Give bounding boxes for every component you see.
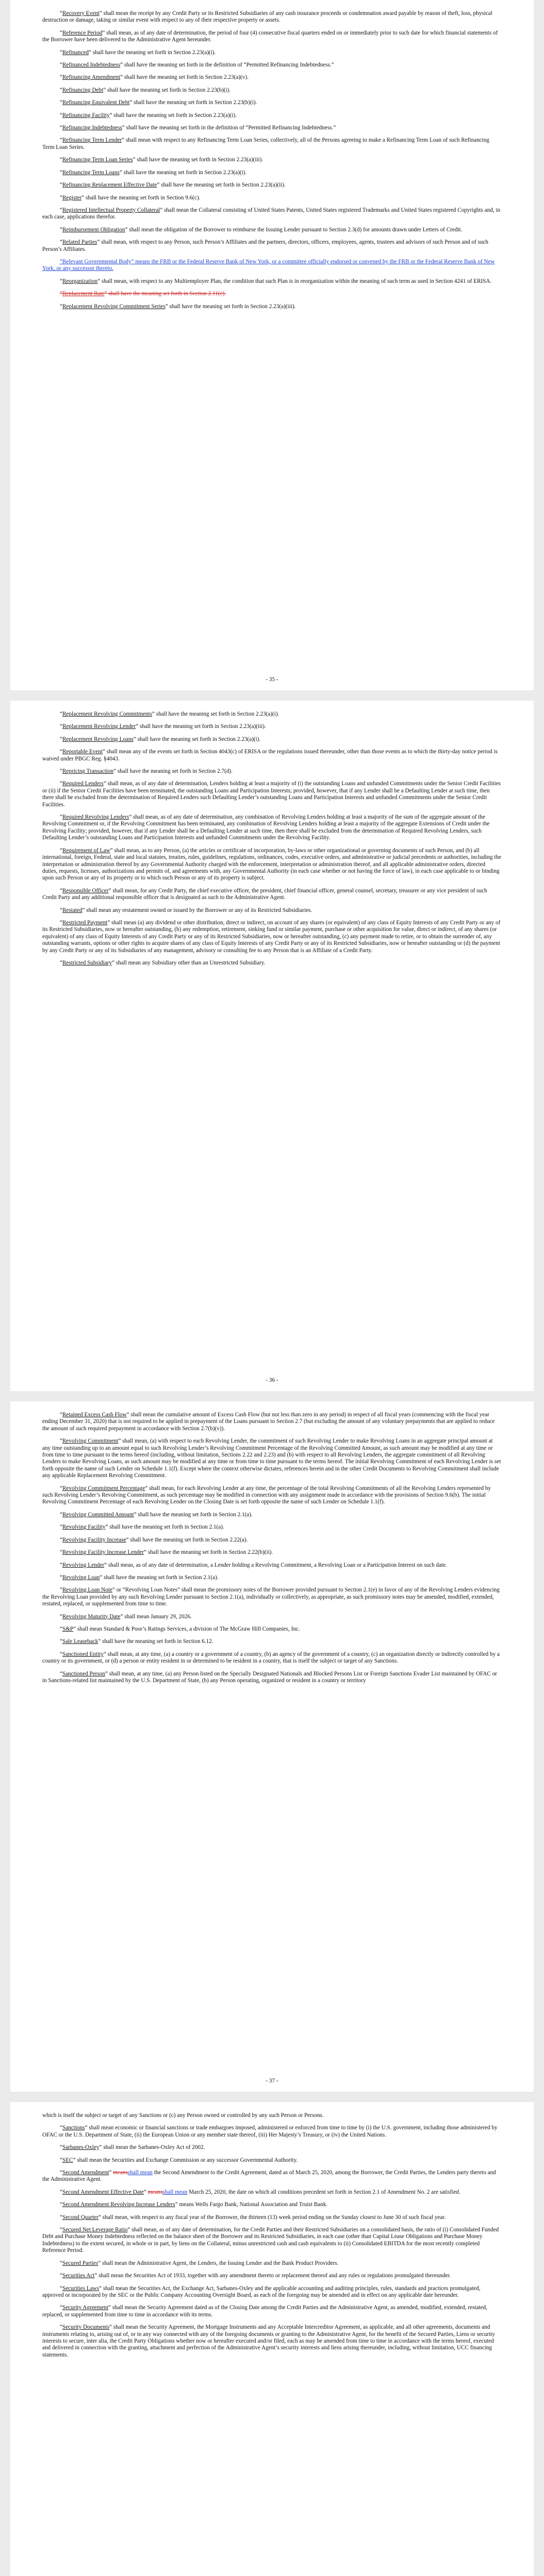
definition-text: means the FRB or the Federal Reserve Bank of New York, or a committee officially endorsed or convened by the FRB or the Federal Reserve Bank of New York, or any successor thereto. xyxy=(42,258,495,272)
defined-term: Reorganization xyxy=(62,278,98,284)
defined-term: Sanctioned Person xyxy=(62,1670,105,1677)
definition-text: shall mean, for any Credit Party, the chief executive officer, the president, chief financial officer, general counsel, secretary, treasurer or any vice president of such Credit Party and any additional responsible officer that is designated as such to the Administrative Agent. xyxy=(42,887,487,901)
definition-text: shall mean, as to any Person, (a) the articles or certificate of incorporation, by-laws or other organizational or governing documents of such Person, and (b) all international, foreign, Federal, state and local statutes, treaties, rules, guidelines, regulations, ordinances, codes, executive orders, and administrative or judicial precedents or authorities, including the interpretation or administration thereof by any Governmental Authority charged with the enforcement, interpretation or administration thereof, and all applicable administrative orders, directed duties, requests, licenses, authorizations and permits of, and agreements with, any Governmental Authority (in each case whether or not having the force of law), in each case applicable to or binding upon such Person or any of its property or to which such Person or any of its property is subject. xyxy=(42,847,502,882)
defined-term: Second Quarter xyxy=(62,2214,98,2221)
definition-text: shall mean with respect to any Refinancing Term Loan Series, collectively, all of the Persons agreeing to make a Refinancing Term Loan of such Refinancing Term Loan Series. xyxy=(42,137,489,150)
defined-term: Refinancing Indebtedness xyxy=(62,125,122,131)
page-body xyxy=(42,1412,502,1684)
defined-term: Registered Intellectual Property Collateral xyxy=(62,207,160,213)
definition-text: shall have the meaning set forth in the definition of “Permitted Refinancing Indebtedness.” xyxy=(123,62,334,69)
defined-term: Restated xyxy=(62,907,83,913)
defined-term: Replacement Revolving Commitment Series xyxy=(62,303,166,310)
document-page-36 xyxy=(10,701,534,1391)
defined-term: Revolving Facility xyxy=(62,1524,106,1531)
defined-term: Sanctions xyxy=(62,2125,85,2131)
definition-text: shall mean the Sarbanes-Oxley Act of 2002. xyxy=(102,2144,205,2151)
definition-text: shall have the meaning set forth in Section 2.23(a)(i). xyxy=(91,49,216,56)
definition-text: shall mean, with respect to any Person, such Person’s Affiliates and the partners, directors, officers, employees, agents, trustees and advisors of such Person and of such Person’s Affiliates. xyxy=(42,239,488,252)
defined-term: Restricted Payment xyxy=(62,919,108,926)
defined-term: Replacement Revolving Loans xyxy=(62,736,134,742)
definition-paragraph: “Refinancing Amendment” shall have the meaning set forth in Section 2.23(a)(v). xyxy=(60,74,249,81)
definition-paragraph: “Second Amendment Effective Date” meansshall mean March 25, 2020, the date on which all conditions precedent set forth in Section 2.1 of Amendment No. 2 are satisfied. xyxy=(60,2189,460,2195)
defined-term: Register xyxy=(62,194,82,201)
defined-term: Responsible Officer xyxy=(62,887,109,894)
definition-paragraph: “Second Quarter” shall mean, with respect to any fiscal year of the Borrower, the thirteen (13) week period ending on the Sunday closest to June 30 of such fiscal year. xyxy=(60,2214,446,2221)
defined-term: Second Amendment Effective Date xyxy=(62,2189,144,2195)
defined-term: Replacement Revolving Lender xyxy=(62,723,136,730)
inserted-text: shall mean xyxy=(162,2189,188,2195)
definition-text: shall mean any restatement owned or issued by the Borrower or any of its Restricted Subsidiaries. xyxy=(85,907,312,913)
defined-term: Second Amendment xyxy=(62,2170,109,2176)
definition-paragraph: “Restricted Subsidiary” shall mean any Subsidiary other than an Unrestricted Subsidiary. xyxy=(60,959,266,966)
definition-text: shall have the meaning set forth in Section 2.23(a)(v). xyxy=(123,74,249,81)
defined-term: Refinancing Replacement Effective Date xyxy=(62,182,157,189)
definition-paragraph: “Revolving Loan” shall have the meaning set forth in Section 2.1(a). xyxy=(60,1574,219,1581)
definition-text: shall have the meaning set forth in the definition of “Permitted Refinancing Indebtedness.” xyxy=(124,125,336,131)
definition-paragraph: “Securities Laws” shall mean the Securities Act, the Exchange Act, Sarbanes-Oxley and the applicable accounting and auditing principles, rules, standards and practices promulgated, approved or incorporated by the SEC or the Public Company Accounting Oversight Board, as each of the foregoing may be amended and in effect on any applicable date hereunder. xyxy=(42,2285,481,2298)
defined-term: Secured Parties xyxy=(62,2260,98,2266)
defined-term: Sarbanes-Oxley xyxy=(62,2144,100,2151)
definition-paragraph: “Refinancing Term Loans” shall have the meaning set forth in Section 2.23(a)(i). xyxy=(60,169,247,176)
definition-paragraph: “Repricing Transaction” shall have the meaning set forth in Section 2.7(d). xyxy=(60,768,233,775)
inserted-text: shall mean xyxy=(127,2170,153,2176)
definition-paragraph: “Replacement Revolving Lender” shall have the meaning set forth in Section 2.23(a)(iii). xyxy=(60,723,266,730)
definition-paragraph: “Security Agreement” shall mean the Security Agreement dated as of the Closing Date among the Credit Parties and the Administrative Agent, as amended, modified, extended, restated, replaced, or supplemented from time to time in accordance with its terms. xyxy=(42,2304,487,2318)
definition-paragraph: “Revolving Maturity Date” shall mean January 29, 2026. xyxy=(60,1613,192,1620)
definition-text: shall mean, as of any date of determination, Lenders holding at least a majority of (i) the outstanding Loans and unfunded Commitments under the Senior Credit Facilities or (ii) if the Senior Credit Facilities have been terminated, the outstanding Loans and Participation Interests; provided, however, that if any Lender shall be a Defaulting Lender at such time, then there shall be excluded from the determination of Required Lenders such Defaulting Lender’s outstanding Loans and Participation Interests and unfunded Commitments under the Senior Credit Facilities. xyxy=(42,781,501,808)
defined-term: Replacement Rate xyxy=(62,291,105,297)
defined-term: Revolving Lender xyxy=(62,1562,105,1568)
definition-text: shall mean the receipt by any Credit Party or its Restricted Subsidiaries of any cash insurance proceeds or condemnation award payable by reason of theft, loss, physical destruction or damage, taking or similar event with respect to any of their respective property or assets. xyxy=(42,10,492,24)
definition-paragraph: “Secured Net Leverage Ratio” shall mean, as of any date of determination, for the Credit Parties and their Restricted Subsidiaries on a consolidated basis, the ratio of (i) Consolidated Funded Debt and Purchase Money Indebtedness reflected on the balance sheet of the Borrower and its Restricted Subsidiaries, in each case (other than Capital Lease Obligations and Purchase Money Indebtedness) to the extent secured, in whole or in part, by liens on the Collateral, minus unrestricted cash and cash equivalents to (ii) Consolidated EBITDA for the most recently completed Reference Period. xyxy=(42,2227,499,2254)
definition-text: means Wells Fargo Bank, National Association and Truist Bank. xyxy=(177,2201,328,2208)
definition-paragraph: “Required Lenders” shall mean, as of any date of determination, Lenders holding at least a majority of (i) the outstanding Loans and unfunded Commitments under the Senior Credit Facilities or (ii) if the Senior Credit Facilities have been terminated, the outstanding Loans and Participation Interests; provided, however, that if any Lender shall be a Defaulting Lender at such time, then there shall be excluded from the determination of Required Lenders such Defaulting Lender’s outstanding Loans and Participation Interests and unfunded Commitments under the Senior Credit Facilities. xyxy=(42,781,501,808)
defined-term: Refinancing Debt xyxy=(62,87,104,93)
definition-text: shall have the meaning set forth in Section 2.23(a)(iii). xyxy=(135,157,263,163)
definition-text: shall have the meaning set forth in Section 2.23(a)(i). xyxy=(154,711,279,717)
defined-term: Recovery Event xyxy=(62,10,100,16)
definition-paragraph: “Refinancing Equivalent Debt” shall have the meaning set forth in Section 2.23(b)(i). xyxy=(60,99,257,106)
defined-term: Reportable Event xyxy=(62,749,103,755)
definition-text: shall mean the Securities Act of 1933, together with any amendment thereto or replacement thereof and any rules or regulations promulgated thereunder. xyxy=(97,2273,451,2279)
definition-text: shall mean, as of any date of determination, any combination of Revolving Lenders holding at least a majority of the sum of the aggregate amount of the Revolving Commitment or, if the Revolving Commitment has been terminated, any combination of Revolving Lenders holding at least a majority of the aggregate Extensions of Credit under the Revolving Facility; provided, however, that if any Lender shall be a Defaulting Lender at such time, then there shall be excluded from the determination of Required Revolving Lenders, such Defaulting Lender’s outstanding Loans and Participation Interests and unfunded Commitments under the Revolving Facility. xyxy=(42,814,490,841)
definition-paragraph: “Refinancing Indebtedness” shall have the meaning set forth in the definition of “Permitted Refinancing Indebtedness.” xyxy=(60,125,336,131)
definition-paragraph: “Reference Period” shall mean, as of any date of determination, the period of four (4) consecutive fiscal quarters ended on or immediately prior to such date for which financial statements of the Borrower have been delivered to the Administrative Agent hereunder. xyxy=(42,29,498,43)
definition-text: shall have the meaning set forth in Section 6.12. xyxy=(101,1638,213,1645)
definition-paragraph: “Restricted Payment” shall mean (a) any dividend or other distribution, direct or indirect, on account of any shares (or equivalent) of any class of Equity Interests of any Credit Party or any of its Restricted Subsidiaries, now or hereafter outstanding, (b) any redemption, retirement, sinking fund or similar payment, purchase or other acquisition for value, direct or indirect, of any shares (or equivalent) of any class of Equity Interests of any Credit Party or any of its Restricted Subsidiaries, now or hereafter outstanding, (c) any payment made to retire, or to obtain the surrender of, any outstanding warrants, options or other rights to acquire shares of any class of Equity Interests of any Credit Party or any of its Restricted Subsidiaries, now or hereafter outstanding or (d) the payment by any Credit Party or any of its Subsidiaries of any management, advisory or consulting fee to any Person that is an Affiliate of a Credit Party. xyxy=(42,919,501,954)
definition-paragraph: “Refinanced Indebtedness” shall have the meaning set forth in the definition of “Permitted Refinancing Indebtedness.” xyxy=(60,62,334,69)
definition-text: shall mean the Securities and Exchange Commission or any successor Governmental Authority. xyxy=(75,2157,298,2163)
defined-term: Related Parties xyxy=(62,239,97,246)
definition-paragraph: “Revolving Loan Note” or “Revolving Loan Notes” shall mean the promissory notes of the Borrower provided pursuant to Section 2.1(e) in favor of any of the Revolving Lenders evidencing the Revolving Loan provided by any such Revolving Lender pursuant to Section 2.1(a), individually or collectively, as appropriate, as such promissory notes may be amended, modified, extended, restated, replaced, or supplemented from time to time. xyxy=(42,1587,500,1607)
defined-term: Revolving Maturity Date xyxy=(62,1613,121,1620)
definition-text: shall have the meaning set forth in Section 2.23(a)(i). xyxy=(136,736,261,742)
definition-paragraph: “SEC” shall mean the Securities and Exchange Commission or any successor Governmental Authority. xyxy=(60,2157,298,2163)
definition-text: shall have the meaning set forth in Section 2.1(a). xyxy=(108,1524,224,1531)
defined-term: Refinancing Term Loans xyxy=(62,169,120,176)
definition-text: shall have the meaning set forth in Section 2.22(b)(ii). xyxy=(146,1549,273,1556)
defined-term: Relevant Governmental Body xyxy=(62,258,131,265)
definition-text: shall mean Standard & Poor’s Ratings Services, a division of The McGraw Hill Companies, Inc. xyxy=(76,1625,300,1632)
definition-paragraph: “Refinancing Debt” shall have the meaning set forth in Section 2.23(b)(i). xyxy=(60,87,231,93)
defined-term: Refinanced xyxy=(62,49,89,56)
defined-term: Revolving Loan xyxy=(62,1574,100,1581)
definition-paragraph: “Relevant Governmental Body” means the FRB or the Federal Reserve Bank of New York, or a committee officially endorsed or convened by the FRB or the Federal Reserve Bank of New York, or any successor thereto. xyxy=(42,258,495,272)
defined-term: Securities Act xyxy=(62,2273,95,2279)
defined-term: Replacement Revolving Commitments xyxy=(62,711,152,717)
definition-text: shall mean, at any time, (a) a country or a government of a country, (b) an agency of the government of a country, (c) an organization directly or indirectly controlled by a country or its government, or (d) a person or entity resident in or determined to be resident in a country, that is itself the subject or target of any Sanctions. xyxy=(42,1651,500,1665)
defined-term: Security Documents xyxy=(62,2324,110,2331)
definition-text: shall have the meaning set forth in Section 2.23(a)(i). xyxy=(122,169,247,176)
definition-paragraph: “Sale Leaseback” shall have the meaning set forth in Section 6.12. xyxy=(60,1638,213,1645)
definition-text: shall have the meaning set forth in Section 2.23(a)(iii). xyxy=(168,303,296,310)
defined-term: Reimbursement Obligation xyxy=(62,226,125,233)
definition-paragraph: “Revolving Facility” shall have the meaning set forth in Section 2.1(a). xyxy=(60,1524,224,1531)
definition-paragraph: “Second Amendment” meansshall mean the Second Amendment to the Credit Agreement, dated as of March 25, 2020, among the Borrower, the Credit Parties, the Lenders party thereto and the Administrative Agent. xyxy=(42,2170,496,2183)
definition-paragraph: “Recovery Event” shall mean the receipt by any Credit Party or its Restricted Subsidiaries of any cash insurance proceeds or condemnation award payable by reason of theft, loss, physical destruction or damage, taking or similar event with respect to any of their respective property or assets. xyxy=(42,10,492,24)
definition-text: shall mean, with respect to any Multiemployer Plan, the condition that such Plan is in reorganization within the meaning of such term as used in Section 4241 of ERISA. xyxy=(100,278,492,284)
definition-paragraph: “Refinancing Facility” shall have the meaning set forth in Section 2.23(a)(i). xyxy=(60,112,237,118)
definition-text: shall have the meaning set forth in Section 2.23(a)(ii). xyxy=(159,182,286,189)
definition-text: the Second Amendment to the Credit Agreement, dated as of March 25, 2020, among the Borrower, the Credit Parties, the Lenders party thereto and the Administrative Agent. xyxy=(42,2170,496,2183)
deleted-text: means xyxy=(113,2170,128,2176)
definition-paragraph: “Register” shall have the meaning set forth in Section 9.6(c). xyxy=(60,194,201,201)
definition-paragraph: “Responsible Officer” shall mean, for any Credit Party, the chief executive officer, the president, chief financial officer, general counsel, secretary, treasurer or any vice president of such Credit Party and any additional responsible officer that is designated as such to the Administrative Agent. xyxy=(42,887,487,901)
defined-term: Refinanced Indebtedness xyxy=(62,62,121,69)
defined-term: Security Agreement xyxy=(62,2304,109,2311)
defined-term: Revolving Committed Amount xyxy=(62,1511,134,1518)
document-page-38 xyxy=(10,2102,534,2576)
defined-term: Sale Leaseback xyxy=(62,1638,98,1645)
definition-text: shall mean any Subsidiary other than an Unrestricted Subsidiary. xyxy=(114,959,266,966)
page-number: - 36 - xyxy=(266,1377,278,1383)
definition-paragraph: “Refinanced” shall have the meaning set forth in Section 2.23(a)(i). xyxy=(60,49,216,56)
definition-text: shall mean the Security Agreement dated as of the Closing Date among the Credit Parties and the Administrative Agent, as amended, modified, extended, restated, replaced, or supplemented from time to time in accordance with its terms. xyxy=(42,2304,487,2318)
definition-paragraph: “Replacement Revolving Loans” shall have the meaning set forth in Section 2.23(a)(i). xyxy=(60,736,261,742)
defined-term: Revolving Commitment Percentage xyxy=(62,1485,145,1492)
definition-text: shall have the meaning set forth in Section 2.23(b)(i). xyxy=(132,99,257,106)
defined-term: Requirement of Law xyxy=(62,847,110,854)
definition-text: shall mean, (a) with respect to each Revolving Lender, the commitment of such Revolving Lender to make Revolving Loans in an aggregate principal amount at any time outstanding up to an amount equal to such Revolving Lender’s Revolving Commitment Percentage of the Revolving Committed Amount, as such amount may be modified at any time or from time to time pursuant to the terms hereof (including, without limitation, Sections 2.22 and 2.23) and (b) with respect to all Revolving Lenders, the aggregate commitment of all Revolving Lenders to make Revolving Loans, as such amount may be modified at any time or from time to time pursuant to the terms hereof. The initial Revolving Commitment of each Revolving Lender is set forth opposite the name of such Lender on Schedule 1.1(f). Except where the context otherwise dictates, references herein and in the other Credit Documents to Revolving Commitment shall include any applicable Replacement Revolving Commitment. xyxy=(42,1438,501,1479)
definition-text: shall have the meaning set forth in Section 2.7(d). xyxy=(116,768,233,775)
definition-text: shall mean the Security Agreement, the Mortgage Instruments and any Acceptable Intercreditor Agreement, as applicable, and all other agreements, documents and instruments relating to, arising out of, or in any way connected with any of the foregoing documents or granting to the Administrative Agent, for the benefit of the Secured Parties, Liens or security interests to secure, inter alia, the Credit Party Obligations whether now or hereafter executed and/or filed, each as may be amended from time to time in accordance with the terms hereof, executed and delivered in connection with the granting, attachment and perfection of the Administrative Agent’s security interests and liens arising thereunder, including, without limitation, UCC financing statements. xyxy=(42,2324,495,2358)
defined-term: Retained Excess Cash Flow xyxy=(62,1412,127,1418)
definition-paragraph: “Second Amendment Revolving Increase Lenders” means Wells Fargo Bank, National Association and Truist Bank. xyxy=(60,2201,328,2208)
defined-term: SEC xyxy=(62,2157,73,2163)
definition-text: shall mean (a) any dividend or other distribution, direct or indirect, on account of any shares (or equivalent) of any class of Equity Interests of any Credit Party or any of its Restricted Subsidiaries, now or hereafter outstanding, (b) any redemption, retirement, sinking fund or similar payment, purchase or other acquisition for value, direct or indirect, of any shares (or equivalent) of any class of Equity Interests of any Credit Party or any of its Restricted Subsidiaries, now or hereafter outstanding, (c) any payment made to retire, or to obtain the surrender of, any outstanding warrants, options or other rights to acquire shares of any class of Equity Interests of any Credit Party or any of its Restricted Subsidiaries, now or hereafter outstanding or (d) the payment by any Credit Party or any of its Subsidiaries of any management, advisory or consulting fee to any Person that is an Affiliate of a Credit Party. xyxy=(42,919,501,954)
definition-paragraph: “Required Revolving Lenders” shall mean, as of any date of determination, any combination of Revolving Lenders holding at least a majority of the sum of the aggregate amount of the Revolving Commitment or, if the Revolving Commitment has been terminated, any combination of Revolving Lenders holding at least a majority of the aggregate Extensions of Credit under the Revolving Facility; provided, however, that if any Lender shall be a Defaulting Lender at such time, then there shall be excluded from the determination of Required Revolving Lenders, such Defaulting Lender’s outstanding Loans and Participation Interests and unfunded Commitments under the Revolving Facility. xyxy=(42,814,490,841)
definition-paragraph: “Sarbanes-Oxley” shall mean the Sarbanes-Oxley Act of 2002. xyxy=(60,2144,205,2151)
defined-term: Refinancing Term Loan Series xyxy=(62,157,133,163)
definition-paragraph: “Related Parties” shall mean, with respect to any Person, such Person’s Affiliates and the partners, directors, officers, employees, agents, trustees and advisors of such Person and of such Person’s Affiliates. xyxy=(42,239,488,252)
page-body xyxy=(42,2125,502,2359)
definition-text: shall mean, with respect to any fiscal year of the Borrower, the thirteen (13) week period ending on the Sunday closest to June 30 of such fiscal year. xyxy=(101,2214,446,2221)
defined-term: Sanctioned Entity xyxy=(62,1651,104,1657)
definition-paragraph: “Revolving Commitment” shall mean, (a) with respect to each Revolving Lender, the commitment of such Revolving Lender to make Revolving Loans in an aggregate principal amount at any time outstanding up to an amount equal to such Revolving Lender’s Revolving Commitment Percentage of the Revolving Committed Amount, as such amount may be modified at any time or from time to time pursuant to the terms hereof (including, without limitation, Sections 2.22 and 2.23) and (b) with respect to all Revolving Lenders, the aggregate commitment of all Revolving Lenders to make Revolving Loans, as such amount may be modified at any time or from time to time pursuant to the terms hereof. The initial Revolving Commitment of each Revolving Lender is set forth opposite the name of such Lender on Schedule 1.1(f). Except where the context otherwise dictates, references herein and in the other Credit Documents to Revolving Commitment shall include any applicable Replacement Revolving Commitment. xyxy=(42,1438,501,1479)
document-page-37 xyxy=(10,1401,534,2092)
definition-paragraph: “Security Documents” shall mean the Security Agreement, the Mortgage Instruments and any Acceptable Intercreditor Agreement, as applicable, and all other agreements, documents and instruments relating to, arising out of, or in any way connected with any of the foregoing documents or granting to the Administrative Agent, for the benefit of the Secured Parties, Liens or security interests to secure, inter alia, the Credit Party Obligations whether now or hereafter executed and/or filed, each as may be amended from time to time in accordance with the terms hereof, executed and delivered in connection with the granting, attachment and perfection of the Administrative Agent’s security interests and liens arising thereunder, including, without limitation, UCC financing statements. xyxy=(42,2324,495,2358)
definition-paragraph: “Reorganization” shall mean, with respect to any Multiemployer Plan, the condition that such Plan is in reorganization within the meaning of such term as used in Section 4241 of ERISA. xyxy=(60,278,492,284)
definition-paragraph: “Revolving Facility Increase” shall have the meaning set forth in Section 2.22(a). xyxy=(60,1536,248,1543)
defined-term: Refinancing Term Lender xyxy=(62,137,122,144)
continuation-paragraph: which is itself the subject or target of any Sanctions or (c) any Person owned or controlled by any such Person or Persons. xyxy=(42,2112,324,2119)
defined-term: Secured Net Leverage Ratio xyxy=(62,2227,128,2233)
definition-text: shall have the meaning set forth in Section 9.6(c). xyxy=(84,194,201,201)
definition-text: shall mean, at any time, (a) any Person listed on the Specially Designated Nationals and Blocked Persons List or Foreign Sanctions Evader List maintained by OFAC or in Sanctions-related list maintained by the U.S. Department of State, (b) any Person operating, organized or resident in a country or territory xyxy=(42,1670,498,1684)
defined-term: Required Revolving Lenders xyxy=(62,814,129,821)
definition-paragraph: “Secured Parties” shall mean the Administrative Agent, the Lenders, the Issuing Lender and the Bank Product Providers. xyxy=(60,2260,339,2266)
definition-paragraph: “Revolving Lender” shall mean, as of any date of determination, a Lender holding a Revolving Commitment, a Revolving Loan or a Participation Interest on such date. xyxy=(60,1562,447,1568)
definition-text: shall mean economic or financial sanctions or trade embargoes imposed, administered or enforced from time to time by (i) the U.S. government, including those administered by OFAC or the U.S. Department of State, (ii) the European Union or any member state thereof, (iii) Her Majesty’s Treasury, or (iv) the United Nations. xyxy=(42,2125,498,2138)
definition-paragraph: “Retained Excess Cash Flow” shall mean the cumulative amount of Excess Cash Flow (but not less than zero in any period) in respect of all fiscal years (commencing with the fiscal year ending December 31, 2020) that is not required to be applied in prepayment of the Loans pursuant to Section 2.7 (but excluding the amount of any voluntary prepayments that are applied to reduce the amount of such required prepayment in accordance with Section 2.7(b)(v)). xyxy=(42,1412,495,1432)
definition-text: shall have the meaning set forth in Section 2.1(a). xyxy=(102,1574,219,1581)
definition-paragraph: “Securities Act” shall mean the Securities Act of 1933, together with any amendment thereto or replacement thereof and any rules or regulations promulgated thereunder. xyxy=(60,2273,451,2279)
definition-paragraph: “Refinancing Term Lender” shall mean with respect to any Refinancing Term Loan Series, collectively, all of the Persons agreeing to make a Refinancing Term Loan of such Refinancing Term Loan Series. xyxy=(42,137,489,150)
defined-term: Revolving Facility Increase xyxy=(62,1536,126,1543)
definition-text: shall mean the Collateral consisting of United States Patents, United States registered Trademarks and United States registered Copyrights and, in each case, applications therefor. xyxy=(42,207,501,221)
definition-text: shall mean the Securities Act, the Exchange Act, Sarbanes-Oxley and the applicable accounting and auditing principles, rules, standards and practices promulgated, approved or incorporated by the SEC or the Public Company Accounting Oversight Board, as each of the foregoing may be amended and in effect on any applicable date hereunder. xyxy=(42,2285,481,2298)
definition-paragraph: “Replacement Revolving Commitment Series” shall have the meaning set forth in Section 2.23(a)(iii). xyxy=(60,303,296,310)
definition-paragraph: “Sanctions” shall mean economic or financial sanctions or trade embargoes imposed, administered or enforced from time to time by (i) the U.S. government, including those administered by OFAC or the U.S. Department of State, (ii) the European Union or any member state thereof, (iii) Her Majesty’s Treasury, or (iv) the United Nations. xyxy=(42,2125,498,2138)
definition-text: shall mean the cumulative amount of Excess Cash Flow (but not less than zero in any period) in respect of all fiscal years (commencing with the fiscal year ending December 31, 2020) that is not required to be applied in prepayment of the Loans pursuant to Section 2.7 (but excluding the amount of any voluntary prepayments that are applied to reduce the amount of such required prepayment in accordance with Section 2.7(b)(v)). xyxy=(42,1412,495,1432)
defined-term: Refinancing Facility xyxy=(62,112,110,118)
defined-term: Second Amendment Revolving Increase Lenders xyxy=(62,2201,175,2208)
page-body xyxy=(42,10,502,310)
definition-text: shall have the meaning set forth in Section 2.23(b)(i). xyxy=(106,87,231,93)
definition-text: shall mean the Administrative Agent, the Lenders, the Issuing Lender and the Bank Product Providers. xyxy=(101,2260,339,2266)
defined-term: S&P xyxy=(62,1625,74,1632)
definition-text: shall mean any of the events set forth in Section 4043(c) of ERISA or the regulations issued thereunder, other than those events as to which the thirty-day notice period is waived under PBGC Reg. §4043. xyxy=(42,749,498,762)
definition-paragraph: “S&P” shall mean Standard & Poor’s Ratings Services, a division of The McGraw Hill Companies, Inc. xyxy=(60,1625,300,1632)
definition-paragraph: “Refinancing Replacement Effective Date” shall have the meaning set forth in Section 2.23(a)(ii). xyxy=(60,182,286,189)
definition-text: shall mean the obligation of the Borrower to reimburse the Issuing Lender pursuant to Section 2.3(d) for amounts drawn under Letters of Credit. xyxy=(127,226,463,233)
defined-term: Reference Period xyxy=(62,29,103,36)
defined-term: Revolving Loan Note xyxy=(62,1587,112,1594)
definition-paragraph: “Revolving Commitment Percentage” shall mean, for each Revolving Lender at any time, the percentage of the total Revolving Commitments of all the Revolving Lenders represented by such Revolving Lender’s Revolving Commitment, as such percentage may be modified in connection with any assignment made in accordance with the provisions of Section 9.6(b). The initial Revolving Commitment Percentage of each Revolving Lender on the Closing Date is set forth opposite the name of such Lender on Schedule 1.1(f). xyxy=(42,1485,491,1505)
deleted-text: means xyxy=(147,2189,163,2195)
definition-paragraph: “Restated” shall mean any restatement owned or issued by the Borrower or any of its Restricted Subsidiaries. xyxy=(60,907,312,913)
definition-text: shall mean, for each Revolving Lender at any time, the percentage of the total Revolving Commitments of all the Revolving Lenders represented by such Revolving Lender’s Revolving Commitment, as such percentage may be modified in connection with any assignment made in accordance with the provisions of Section 9.6(b). The initial Revolving Commitment Percentage of each Revolving Lender on the Closing Date is set forth opposite the name of such Lender on Schedule 1.1(f). xyxy=(42,1485,491,1505)
definition-paragraph: “Sanctioned Person” shall mean, at any time, (a) any Person listed on the Specially Designated Nationals and Blocked Persons List or Foreign Sanctions Evader List maintained by OFAC or in Sanctions-related list maintained by the U.S. Department of State, (b) any Person operating, organized or resident in a country or territory xyxy=(42,1670,498,1684)
definition-paragraph: “Refinancing Term Loan Series” shall have the meaning set forth in Section 2.23(a)(iii). xyxy=(60,157,263,163)
definition-paragraph: “Registered Intellectual Property Collateral” shall mean the Collateral consisting of United States Patents, United States registered Trademarks and United States registered Copyrights and, in each case, applications therefor. xyxy=(42,207,501,221)
page-body xyxy=(42,711,502,967)
definition-paragraph: “Reimbursement Obligation” shall mean the obligation of the Borrower to reimburse the Issuing Lender pursuant to Section 2.3(d) for amounts drawn under Letters of Credit. xyxy=(60,226,463,233)
definition-paragraph: “Revolving Committed Amount” shall have the meaning set forth in Section 2.1(a). xyxy=(60,1511,253,1518)
defined-term: Revolving Facility Increase Lender xyxy=(62,1549,144,1556)
definition-text: shall mean, as of any date of determination, for the Credit Parties and their Restricted Subsidiaries on a consolidated basis, the ratio of (i) Consolidated Funded Debt and Purchase Money Indebtedness reflected on the balance sheet of the Borrower and its Restricted Subsidiaries, in each case (other than Capital Lease Obligations and Purchase Money Indebtedness) to the extent secured, in whole or in part, by liens on the Collateral, minus unrestricted cash and cash equivalents to (ii) Consolidated EBITDA for the most recently completed Reference Period. xyxy=(42,2227,499,2254)
definition-paragraph: “Replacement Revolving Commitments” shall have the meaning set forth in Section 2.23(a)(i). xyxy=(60,711,279,717)
definition-text: shall mean, as of any date of determination, a Lender holding a Revolving Commitment, a Revolving Loan or a Participation Interest on such date. xyxy=(107,1562,447,1568)
defined-term: Repricing Transaction xyxy=(62,768,114,775)
definition-text: shall have the meaning set forth in Section 2.23(a)(iii). xyxy=(138,723,266,730)
definition-text: March 25, 2020, the date on which all conditions precedent set forth in Section 2.1 of Amendment No. 2 are satisfied. xyxy=(187,2189,460,2195)
definition-text: shall mean, as of any date of determination, the period of four (4) consecutive fiscal quarters ended on or immediately prior to such date for which financial statements of the Borrower have been delivered to the Administrative Agent hereunder. xyxy=(42,29,498,43)
definition-paragraph: “Revolving Facility Increase Lender” shall have the meaning set forth in Section 2.22(b)(ii). xyxy=(60,1549,273,1556)
defined-term: Restricted Subsidiary xyxy=(62,959,112,966)
definition-text: shall have the meaning set forth in Section 2.11(c). xyxy=(107,291,226,297)
definition-paragraph: “Reportable Event” shall mean any of the events set forth in Section 4043(c) of ERISA or the regulations issued thereunder, other than those events as to which the thirty-day notice period is waived under PBGC Reg. §4043. xyxy=(42,749,498,762)
definition-paragraph: “Replacement Rate” shall have the meaning set forth in Section 2.11(c). xyxy=(60,291,226,297)
definition-paragraph: “Requirement of Law” shall mean, as to any Person, (a) the articles or certificate of incorporation, by-laws or other organizational or governing documents of such Person, and (b) all international, foreign, Federal, state and local statutes, treaties, rules, guidelines, regulations, ordinances, codes, executive orders, and administrative or judicial precedents or authorities, including the interpretation or administration thereof by any Governmental Authority charged with the enforcement, interpretation or administration thereof, and all applicable administrative orders, directed duties, requests, licenses, authorizations and permits of, and agreements with, any Governmental Authority (in each case whether or not having the force of law), in each case applicable to or binding upon such Person or any of its property or to which such Person or any of its property is subject. xyxy=(42,847,502,882)
defined-term: Securities Laws xyxy=(62,2285,100,2292)
definition-text: shall have the meaning set forth in Section 2.23(a)(i). xyxy=(112,112,237,118)
definition-text: shall have the meaning set forth in Section 2.1(a). xyxy=(136,1511,253,1518)
definition-text: shall mean January 29, 2026. xyxy=(123,1613,192,1620)
defined-term: Refinancing Equivalent Debt xyxy=(62,99,130,106)
definition-paragraph: “Sanctioned Entity” shall mean, at any time, (a) a country or a government of a country, (b) an agency of the government of a country, (c) an organization directly or indirectly controlled by a country or its government, or (d) a person or entity resident in or determined to be resident in a country, that is itself the subject or target of any Sanctions. xyxy=(42,1651,500,1665)
defined-term: Required Lenders xyxy=(62,781,104,787)
definition-text: or “Revolving Loan Notes” shall mean the promissory notes of the Borrower provided pursuant to Section 2.1(e) in favor of any of the Revolving Lenders evidencing the Revolving Loan provided by any such Revolving Lender pursuant to Section 2.1(a), individually or collectively, as appropriate, as such promissory notes may be amended, modified, extended, restated, replaced, or supplemented from time to time. xyxy=(42,1587,500,1607)
defined-term: Refinancing Amendment xyxy=(62,74,121,81)
page-number: - 37 - xyxy=(266,2077,278,2084)
defined-term: Revolving Commitment xyxy=(62,1438,119,1445)
definition-text: shall have the meaning set forth in Section 2.22(a). xyxy=(128,1536,248,1543)
page-number: - 35 - xyxy=(266,676,278,683)
document-page-35 xyxy=(10,0,534,690)
